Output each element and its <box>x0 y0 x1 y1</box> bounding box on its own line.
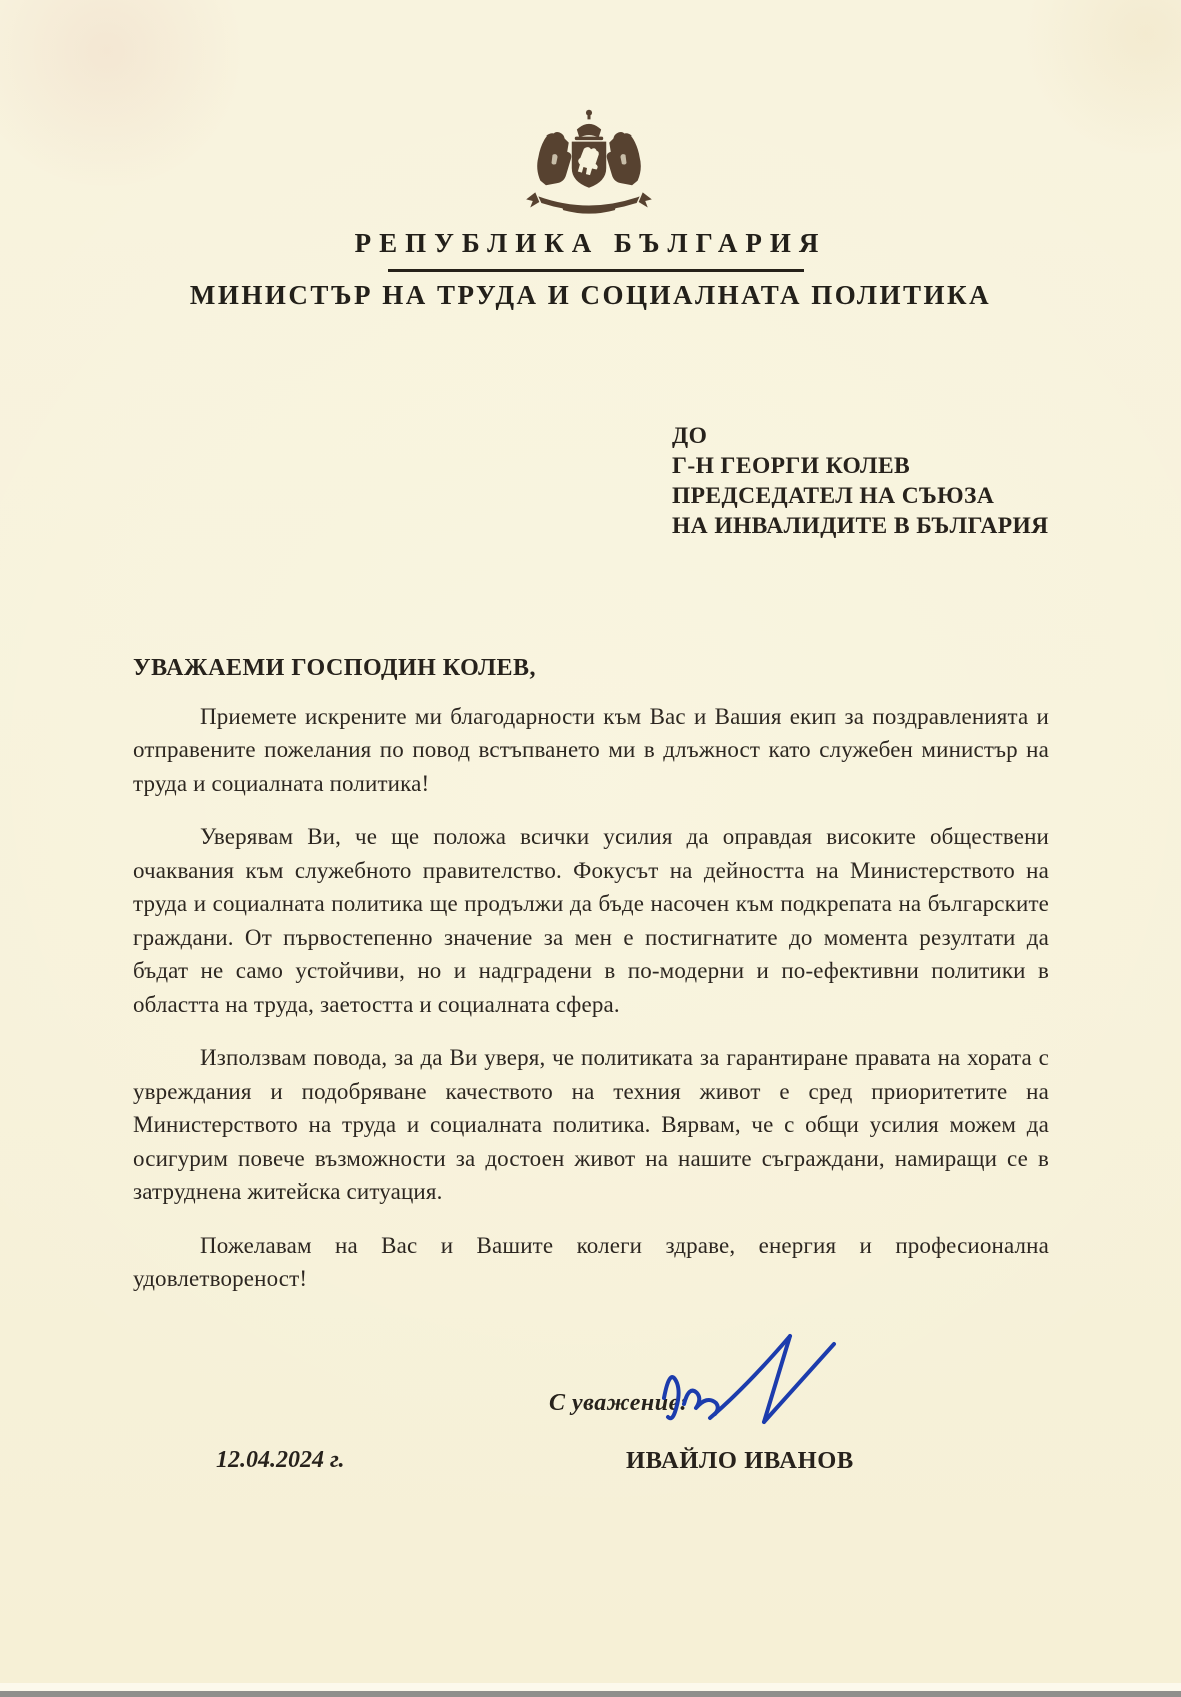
recipient-line-to: ДО <box>672 423 708 449</box>
scan-edge <box>0 1691 1181 1697</box>
recipient-block <box>672 421 1049 541</box>
signer-name: ИВАЙЛО ИВАНОВ <box>626 1447 854 1474</box>
paragraph-priorities: Използвам повода, за да Ви уверя, че политиката за гарантиране правата на хората с увреждания и подобряване качеството на техния живот е сред приоритетите на Министерството на труда и социалната политика. Вярвам, че с общи усилия можем да осигурим повече възможности за достоен живот на нашите съграждани, намиращи се в затруднена житейска ситуация. <box>133 1045 1049 1204</box>
recipient-line-name: Г-Н ГЕОРГИ КОЛЕВ <box>672 453 911 479</box>
header-divider <box>388 269 804 272</box>
recipient-line-organization: НА ИНВАЛИДИТЕ В БЪЛГАРИЯ <box>672 513 1049 539</box>
letter-date: 12.04.2024 г. <box>216 1447 345 1473</box>
bulgaria-coat-of-arms-icon <box>513 106 665 228</box>
ministry-title: МИНИСТЪР НА ТРУДА И СОЦИАЛНАТА ПОЛИТИКА <box>189 280 992 310</box>
letter-body <box>133 652 1049 1316</box>
scan-edge-light <box>0 1683 1181 1691</box>
paragraph-assurance: Уверявам Ви, че ще положа всички усилия да оправдая високите обществени очаквания към служебното правителство. Фокусът на дейността на Министерството на труда и социалната политика ще продължи да бъде насочен към подкрепата на българските граждани. От първостепенно значение за мен е постигнатите до момента резултати да бъдат не само устойчиви, но и надградени в по-модерни и по-ефективни политики в областта на труда, заетостта и социалната сфера. <box>133 824 1049 1017</box>
paragraph-wishes: Пожелавам на Вас и Вашите колеги здраве, енергия и професионална удовлетвореност! <box>133 1232 1049 1291</box>
republic-title: РЕПУБЛИКА БЪЛГАРИЯ <box>354 228 827 258</box>
salutation: УВАЖАЕМИ ГОСПОДИН КОЛЕВ, <box>133 655 536 681</box>
paragraph-thanks: Приемете искрените ми благодарности към Вас и Вашия екип за поздравленията и отправените пожелания по повод встъпването ми в длъжност като служебен министър на труда и социалната политика! <box>133 703 1049 796</box>
signature-handwriting <box>648 1322 848 1450</box>
valediction: С уважение: <box>549 1390 689 1416</box>
recipient-line-title: ПРЕДСЕДАТЕЛ НА СЪЮЗА <box>672 483 995 509</box>
